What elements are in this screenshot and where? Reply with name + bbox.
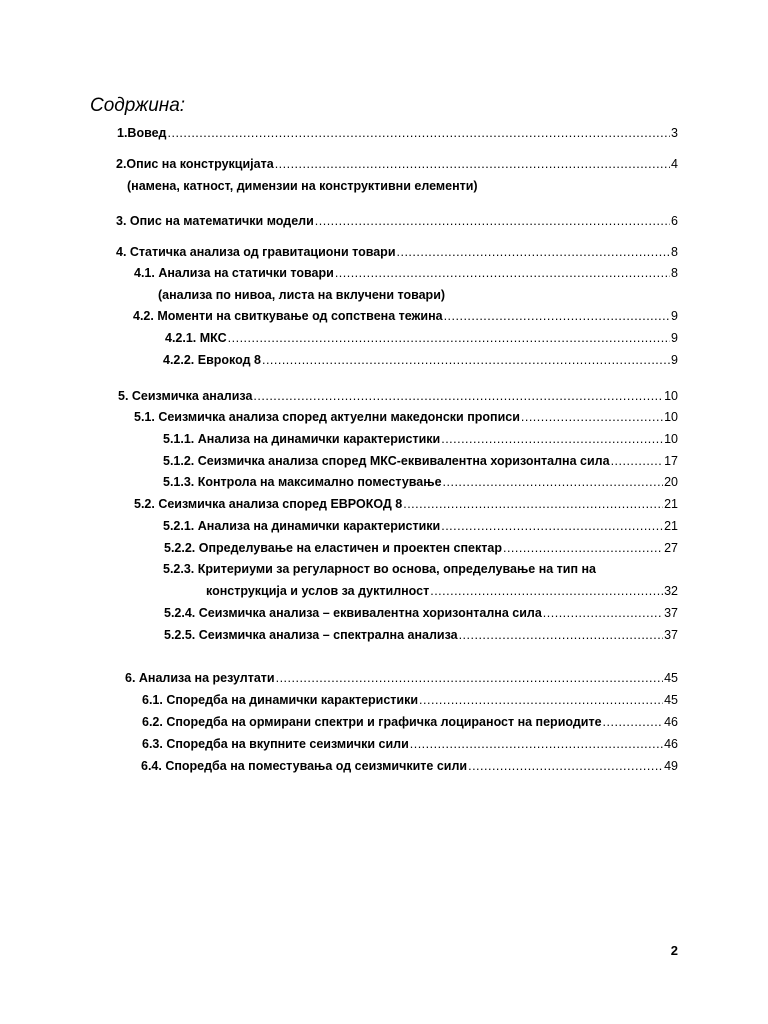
toc-entry-label: 2.Опис на конструкцијата (116, 157, 274, 171)
toc-entry[interactable] (117, 125, 678, 141)
toc-entry-page: 10 (664, 410, 678, 424)
toc-entry[interactable] (125, 670, 678, 686)
leader-dots (459, 627, 664, 643)
toc-entry[interactable] (206, 583, 678, 599)
toc-entry-page: 46 (664, 737, 678, 751)
toc-entry-label: 5.1.3. Контрола на максимално поместување (163, 475, 442, 489)
toc-entry-label[interactable]: 5.2.3. Критериуми за регуларност во основа, определување на тип на (163, 562, 597, 576)
toc-entry-page: 10 (664, 432, 678, 446)
toc-entry-label: 4.2. Моменти на свиткување од сопствена тежина (133, 309, 443, 323)
toc-entry-label: конструкција и услов за дуктилност (206, 584, 430, 598)
toc-entry[interactable] (118, 388, 678, 404)
toc-entry[interactable] (116, 213, 678, 229)
toc-entry[interactable] (163, 518, 678, 534)
leader-dots (397, 244, 671, 260)
toc-entry-page: 4 (671, 157, 678, 171)
leader-dots (603, 714, 664, 730)
leader-dots (228, 330, 670, 346)
toc-entry-label: 5.1. Сеизмичка анализа според актуелни македонски прописи (134, 410, 520, 424)
toc-entry-page: 32 (664, 584, 678, 598)
toc-entry[interactable] (142, 692, 678, 708)
leader-dots (276, 670, 663, 686)
leader-dots (275, 156, 670, 172)
leader-dots (543, 605, 663, 621)
toc-entry-label: 5.2.2. Определување на еластичен и проектен спектар (164, 541, 502, 555)
toc-entry-label: 4. Статичка анализа од гравитациони товари (116, 245, 396, 259)
toc-entry-label: 4.2.2. Еврокод 8 (163, 353, 261, 367)
toc-entry-label: 6. Анализа на резултати (125, 671, 275, 685)
leader-dots (335, 265, 670, 281)
toc-entry-label: 6.3. Споредба на вкупните сеизмички сили (142, 737, 409, 751)
toc-entry-page: 8 (671, 245, 678, 259)
toc-entry[interactable] (163, 352, 678, 368)
toc-entry-page: 21 (664, 519, 678, 533)
toc-entry-label: 4.1. Анализа на статички товари (134, 266, 334, 280)
toc-entry[interactable] (163, 431, 678, 447)
toc-entry[interactable] (163, 453, 678, 469)
leader-dots (419, 692, 663, 708)
toc-entry[interactable] (133, 308, 678, 324)
leader-dots (441, 431, 663, 447)
toc-entry[interactable] (141, 758, 678, 774)
toc-entry-page: 27 (664, 541, 678, 555)
toc-entry-label: 4.2.1. МКС (165, 331, 227, 345)
toc-entry[interactable] (165, 330, 678, 346)
toc-entry-label: 6.2. Споредба на ормирани спектри и графичка лоцираност на периодите (142, 715, 602, 729)
leader-dots (168, 125, 671, 141)
toc-entry-page: 21 (664, 497, 678, 511)
leader-dots (403, 496, 663, 512)
toc-note: (анализа по нивоа, листа на вклучени товари) (158, 288, 446, 302)
toc-entry-page: 37 (664, 606, 678, 620)
toc-entry-page: 17 (664, 454, 678, 468)
leader-dots (444, 308, 670, 324)
toc-entry-page: 6 (671, 214, 678, 228)
toc-entry[interactable] (116, 244, 678, 260)
toc-entry[interactable] (116, 156, 678, 172)
toc-entry[interactable] (134, 496, 678, 512)
toc-entry[interactable] (164, 627, 678, 643)
toc-entry[interactable] (164, 540, 678, 556)
leader-dots (611, 453, 664, 469)
toc-entry-label: 5.2.1. Анализа на динамички карактеристики (163, 519, 441, 533)
toc-entry[interactable] (142, 714, 678, 730)
toc-entry[interactable] (164, 605, 678, 621)
toc-entry-page: 49 (664, 759, 678, 773)
toc-entry-page: 45 (664, 693, 678, 707)
page-number: 2 (670, 943, 678, 958)
toc-entry-page: 9 (671, 331, 678, 345)
leader-dots (253, 388, 663, 404)
leader-dots (430, 583, 663, 599)
toc-entry-page: 3 (671, 126, 678, 140)
leader-dots (410, 736, 663, 752)
toc-entry-label: 6.4. Споредба на поместувања од сеизмичките сили (141, 759, 468, 773)
toc-entry-label: 1.Вовед (117, 126, 167, 140)
leader-dots (262, 352, 670, 368)
toc-entry-label: 5. Сеизмичка анализа (118, 389, 253, 403)
toc-entry[interactable] (142, 736, 678, 752)
toc-entry-page: 9 (671, 309, 678, 323)
toc-entry[interactable] (134, 409, 678, 425)
toc-entry-label: 5.1.2. Сеизмичка анализа според МКС-еквивалентна хоризонтална сила (163, 454, 610, 468)
toc-entry-label: 5.2.4. Сеизмичка анализа – еквивалентна хоризонтална сила (164, 606, 542, 620)
toc-entry-page: 9 (671, 353, 678, 367)
toc-note: (намена, катност, димензии на конструктивни елементи) (127, 179, 478, 193)
toc-entry-page: 20 (664, 475, 678, 489)
leader-dots (468, 758, 663, 774)
toc-entry-page: 45 (664, 671, 678, 685)
toc-entry-label: 6.1. Споредба на динамички карактеристики (142, 693, 419, 707)
toc-entry[interactable] (163, 474, 678, 490)
toc-entry-label: 3. Опис на математички модели (116, 214, 314, 228)
toc-entry[interactable] (134, 265, 678, 281)
toc-entry-page: 37 (664, 628, 678, 642)
toc-entry-page: 46 (664, 715, 678, 729)
toc-entry-label: 5.2.5. Сеизмичка анализа – спектрална анализа (164, 628, 458, 642)
toc-entry-page: 8 (671, 266, 678, 280)
leader-dots (443, 474, 664, 490)
toc-entry-label: 5.1.1. Анализа на динамички карактеристики (163, 432, 441, 446)
leader-dots (315, 213, 670, 229)
toc-title: Содржина: (90, 95, 186, 116)
leader-dots (521, 409, 663, 425)
leader-dots (503, 540, 663, 556)
toc-entry-label: 5.2. Сеизмичка анализа според ЕВРОКОД 8 (134, 497, 403, 511)
leader-dots (441, 518, 663, 534)
toc-entry-page: 10 (664, 389, 678, 403)
